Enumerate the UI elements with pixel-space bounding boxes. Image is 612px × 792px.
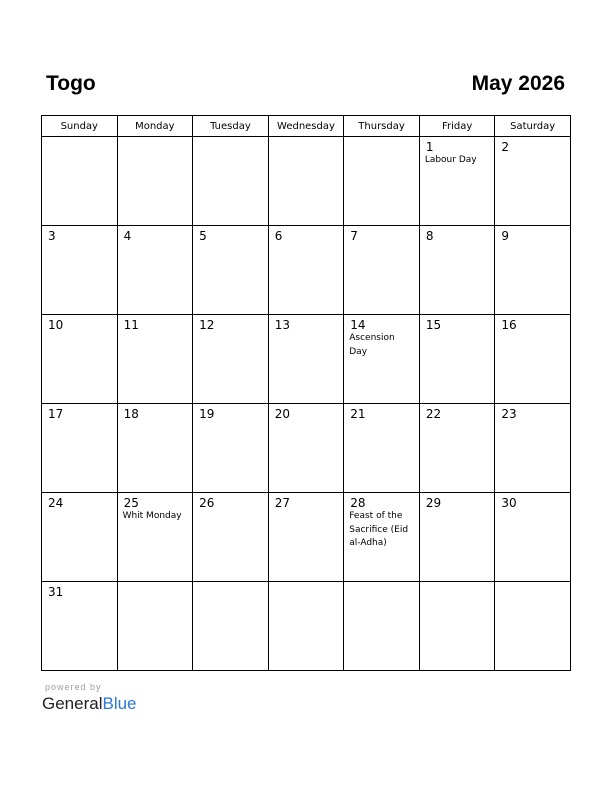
holiday-label: Labour Day [424,155,477,165]
calendar-day-cell [495,137,571,226]
day-number: 17 [48,407,64,421]
weekday-header: Monday [117,116,193,137]
country-title: Togo [46,72,96,95]
calendar-day-cell [117,137,193,226]
weekday-header-row [42,116,571,137]
day-number: 27 [274,496,290,510]
day-number: 30 [501,496,517,510]
calendar-day-cell [42,404,118,493]
calendar-week-row [42,315,571,404]
calendar-day-cell [419,315,495,404]
day-number: 18 [123,407,139,421]
brand-general-text: General [42,694,103,713]
calendar-day-cell [419,404,495,493]
calendar-day-cell [193,226,269,315]
day-number: 11 [123,318,139,332]
calendar-day-cell [117,226,193,315]
calendar-day-cell [268,315,344,404]
calendar-day-cell [419,582,495,671]
day-number: 13 [274,318,290,332]
calendar-week-row [42,226,571,315]
weekday-header: Thursday [344,116,420,137]
calendar-day-cell [193,404,269,493]
weekday-header: Friday [419,116,495,137]
day-number: 8 [425,229,434,243]
calendar-day-cell [344,404,420,493]
calendar-day-cell [117,404,193,493]
holiday-label: Whit Monday [122,511,182,521]
calendar-day-cell [344,582,420,671]
day-number: 20 [274,407,290,421]
calendar-day-cell [42,226,118,315]
day-number: 16 [501,318,517,332]
calendar-day-cell [344,226,420,315]
calendar-grid [41,115,571,671]
day-number: 26 [199,496,215,510]
calendar-day-cell [419,226,495,315]
calendar-day-cell [344,493,420,582]
weekday-header: Wednesday [268,116,344,137]
weekday-header: Tuesday [193,116,269,137]
day-number: 23 [501,407,517,421]
calendar-day-cell [193,582,269,671]
day-number: 3 [48,229,56,243]
calendar-day-cell [495,404,571,493]
day-number: 22 [425,407,442,421]
day-number: 7 [350,229,358,243]
weekday-header: Sunday [42,116,118,137]
day-number: 31 [48,585,64,599]
day-number: 4 [123,229,132,243]
calendar-day-cell [268,493,344,582]
footer-branding [42,682,137,714]
calendar-week-row [42,137,571,226]
calendar-day-cell [268,226,344,315]
calendar-day-cell [495,226,571,315]
day-number: 24 [48,496,64,510]
day-number: 5 [199,229,207,243]
calendar-day-cell [419,493,495,582]
calendar-day-cell [117,315,193,404]
calendar-day-cell [193,137,269,226]
day-number: 2 [501,140,510,154]
holiday-label: Ascension Day [349,333,395,357]
day-number: 12 [199,318,215,332]
calendar-day-cell [268,137,344,226]
calendar-day-cell [42,493,118,582]
brand-blue-text: Blue [102,694,137,713]
day-number: 14 [350,318,366,332]
calendar-day-cell [193,315,269,404]
calendar-day-cell [495,315,571,404]
calendar-week-row [42,493,571,582]
calendar-day-cell [117,582,193,671]
calendar-day-cell [344,315,420,404]
day-number: 29 [425,496,442,510]
calendar-day-cell [419,137,495,226]
day-number: 15 [425,318,442,332]
day-number: 6 [274,229,283,243]
calendar-day-cell [42,582,118,671]
calendar-day-cell [268,404,344,493]
calendar-day-cell [495,582,571,671]
calendar-day-cell [42,315,118,404]
day-number: 9 [501,229,510,243]
weekday-header: Saturday [495,116,571,137]
generalblue-logo[interactable] [42,694,137,714]
calendar-week-row [42,582,571,671]
calendar-day-cell [344,137,420,226]
month-year-title: May 2026 [471,72,565,95]
day-number: 21 [350,407,366,421]
calendar-day-cell [495,493,571,582]
calendar-day-cell [117,493,193,582]
powered-by-text: powered by [45,682,102,692]
day-number: 25 [123,496,139,510]
day-number: 28 [350,496,366,510]
calendar-week-row [42,404,571,493]
day-number: 19 [199,407,215,421]
holiday-label: Feast of the Sacrifice (Eid al-Adha) [349,511,409,548]
day-number: 1 [425,140,434,154]
calendar-day-cell [193,493,269,582]
calendar-day-cell [268,582,344,671]
calendar-day-cell [42,137,118,226]
day-number: 10 [48,318,64,332]
